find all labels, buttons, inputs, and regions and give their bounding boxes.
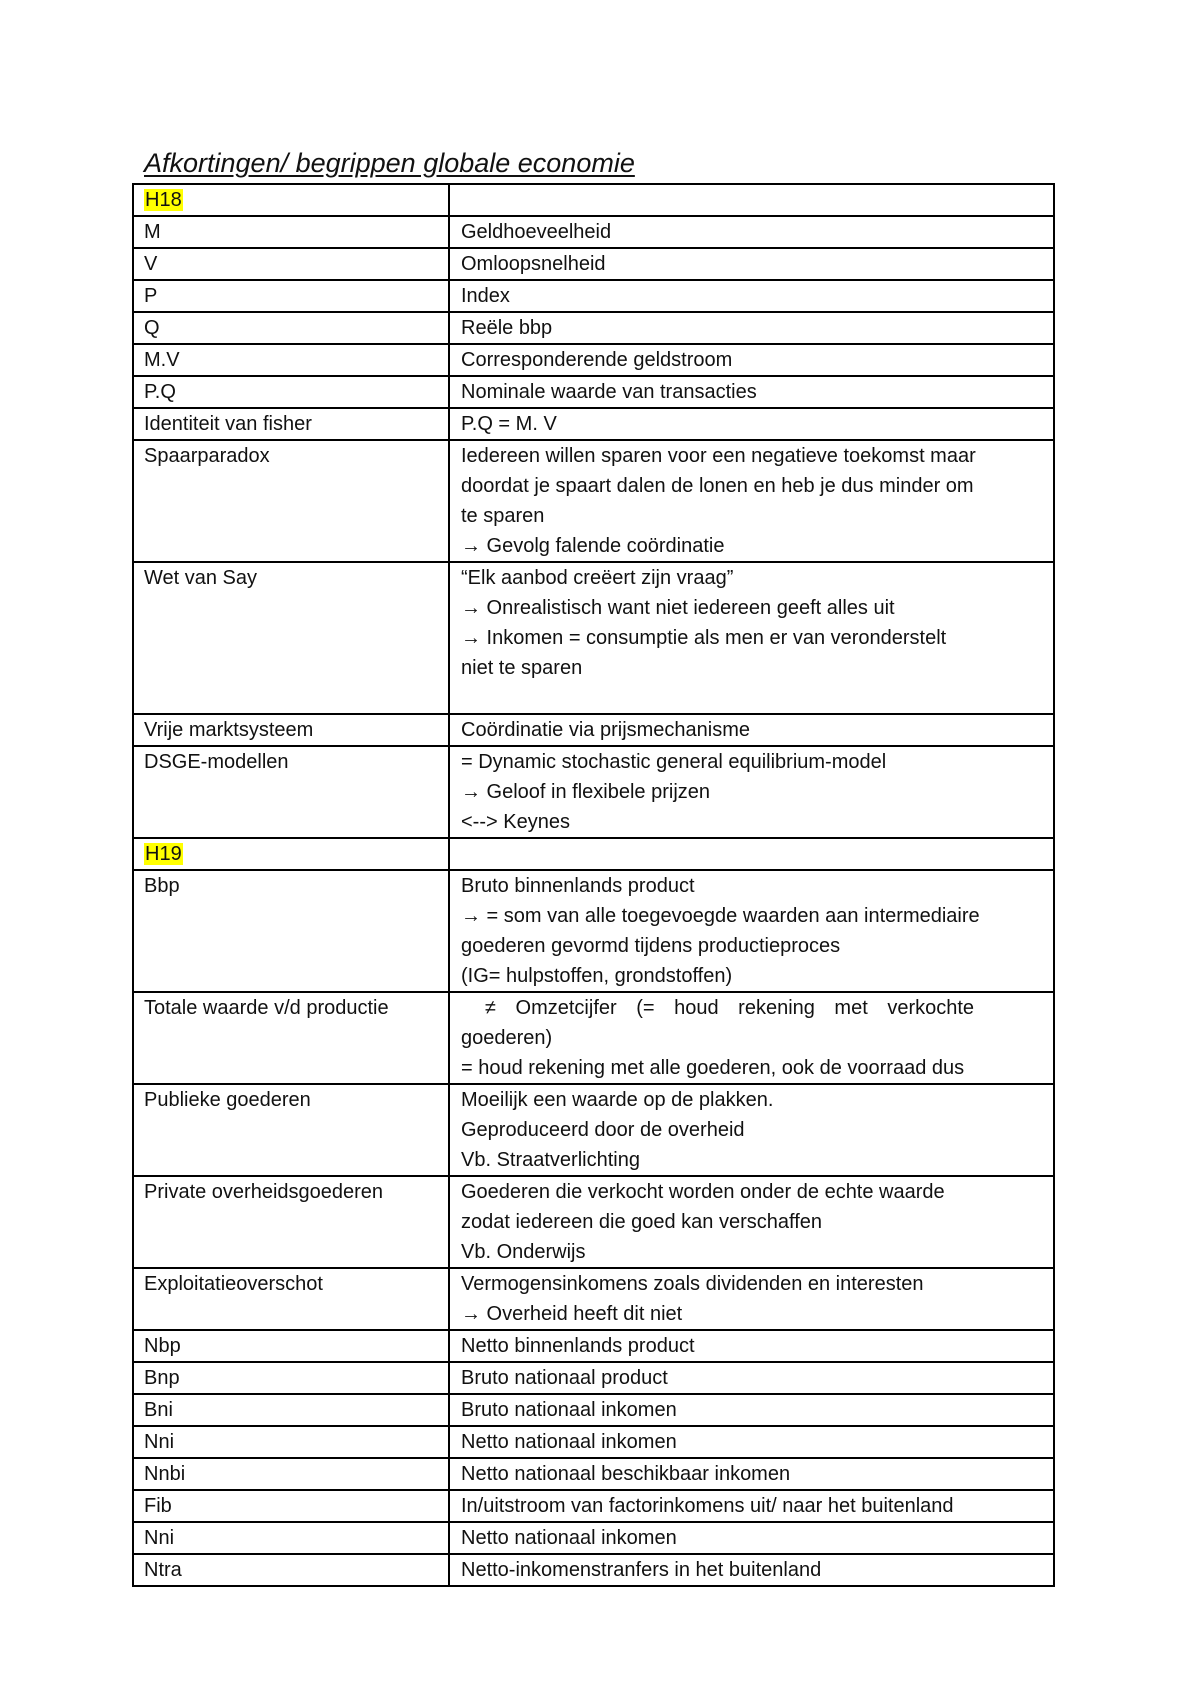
definition-cell xyxy=(449,1554,1054,1586)
definition-line: Vb. Straatverlichting xyxy=(461,1149,640,1171)
term-label: Spaarparadox xyxy=(144,445,270,467)
definition-line: Geproduceerd door de overheid xyxy=(461,1119,745,1141)
term-cell xyxy=(133,1084,449,1176)
definition-line: = Dynamic stochastic general equilibrium-model xyxy=(461,751,887,773)
term-cell xyxy=(133,280,449,312)
definition-line: Netto binnenlands product xyxy=(461,1335,695,1357)
definition-line: Omloopsnelheid xyxy=(461,253,606,275)
table-row xyxy=(133,1394,1054,1426)
term-cell xyxy=(133,216,449,248)
term-cell xyxy=(133,408,449,440)
term-cell xyxy=(133,184,449,216)
definition-line: → = som van alle toegevoegde waarden aan intermediaire xyxy=(461,905,980,927)
term-cell xyxy=(133,312,449,344)
table-row xyxy=(133,216,1054,248)
table-row xyxy=(133,1176,1054,1268)
definition-line: “Elk aanbod creëert zijn vraag” xyxy=(461,567,734,589)
definition-cell xyxy=(449,746,1054,838)
definition-cell xyxy=(449,1522,1054,1554)
definition-cell xyxy=(449,280,1054,312)
terms-table xyxy=(132,183,1055,1587)
term-cell xyxy=(133,1362,449,1394)
section-header-row xyxy=(133,838,1054,870)
definition-cell xyxy=(449,1490,1054,1522)
term-label: Bni xyxy=(144,1399,173,1421)
table-row xyxy=(133,408,1054,440)
term-cell xyxy=(133,992,449,1084)
term-label: Nbp xyxy=(144,1335,181,1357)
definition-cell xyxy=(449,408,1054,440)
definition-cell xyxy=(449,1394,1054,1426)
term-label: DSGE-modellen xyxy=(144,751,289,773)
table-row xyxy=(133,714,1054,746)
definition-line: Netto nationaal inkomen xyxy=(461,1527,677,1549)
definition-line: goederen) xyxy=(461,1027,553,1049)
terms-table-body xyxy=(133,184,1054,1586)
term-cell xyxy=(133,1268,449,1330)
highlighted-section-label: H19 xyxy=(145,843,182,865)
definition-cell xyxy=(449,344,1054,376)
definition-line: Bruto nationaal product xyxy=(461,1367,668,1389)
term-cell xyxy=(133,838,449,870)
definition-cell xyxy=(449,440,1054,562)
term-label: Fib xyxy=(144,1495,172,1517)
section-label xyxy=(144,185,438,215)
term-label: V xyxy=(144,253,158,275)
term-cell xyxy=(133,870,449,992)
definition-line: Bruto nationaal inkomen xyxy=(461,1399,677,1421)
definition-line: Netto nationaal beschikbaar inkomen xyxy=(461,1463,791,1485)
table-row xyxy=(133,992,1054,1084)
definition-line: → Onrealistisch want niet iedereen geeft alles uit xyxy=(461,597,895,619)
definition-line: → Geloof in flexibele prijzen xyxy=(461,781,711,803)
definition-line: niet te sparen xyxy=(461,657,583,679)
term-label: Ntra xyxy=(144,1559,182,1581)
definition-cell xyxy=(449,1176,1054,1268)
table-row xyxy=(133,312,1054,344)
definition-cell xyxy=(449,1268,1054,1330)
definition-line: Bruto binnenlands product xyxy=(461,875,695,897)
definition-line: <--> Keynes xyxy=(461,811,570,833)
definition-line: Geldhoeveelheid xyxy=(461,221,612,243)
section-header-row xyxy=(133,184,1054,216)
definition-line: → Overheid heeft dit niet xyxy=(461,1303,683,1325)
definition-cell xyxy=(449,870,1054,992)
definition-cell xyxy=(449,1084,1054,1176)
term-cell xyxy=(133,1394,449,1426)
definition-cell xyxy=(449,838,1054,870)
definition-line: Reële bbp xyxy=(461,317,553,339)
definition-line: Index xyxy=(461,285,510,307)
term-cell xyxy=(133,376,449,408)
table-row xyxy=(133,1554,1054,1586)
term-label: Bnp xyxy=(144,1367,180,1389)
definition-line: Netto-inkomenstranfers in het buitenland xyxy=(461,1559,822,1581)
term-cell xyxy=(133,440,449,562)
definition-line: Corresponderende geldstroom xyxy=(461,349,733,371)
table-row xyxy=(133,1426,1054,1458)
definition-line: (IG= hulpstoffen, grondstoffen) xyxy=(461,965,733,987)
table-row xyxy=(133,1268,1054,1330)
term-cell xyxy=(133,1176,449,1268)
definition-cell xyxy=(449,376,1054,408)
definition-cell xyxy=(449,184,1054,216)
table-row xyxy=(133,1084,1054,1176)
term-cell xyxy=(133,1426,449,1458)
highlighted-section-label: H18 xyxy=(145,189,182,211)
definition-line: In/uitstroom van factorinkomens uit/ naar het buitenland xyxy=(461,1495,954,1517)
term-cell xyxy=(133,1554,449,1586)
term-label: Totale waarde v/d productie xyxy=(144,997,389,1019)
term-cell xyxy=(133,248,449,280)
definition-line xyxy=(461,683,1045,713)
definition-line: Netto nationaal inkomen xyxy=(461,1431,677,1453)
table-row xyxy=(133,280,1054,312)
definition-line: Iedereen willen sparen voor een negatieve toekomst maar xyxy=(461,445,976,467)
definition-cell xyxy=(449,992,1054,1084)
term-label: Publieke goederen xyxy=(144,1089,311,1111)
term-label: Exploitatieoverschot xyxy=(144,1273,323,1295)
definition-line: → Inkomen = consumptie als men er van veronderstelt xyxy=(461,627,947,649)
term-cell xyxy=(133,1330,449,1362)
definition-line: P.Q = M. V xyxy=(461,413,557,435)
section-label xyxy=(144,839,438,869)
definition-cell xyxy=(449,1330,1054,1362)
definition-cell xyxy=(449,312,1054,344)
definition-cell xyxy=(449,216,1054,248)
term-label: Nni xyxy=(144,1431,175,1453)
table-row xyxy=(133,440,1054,562)
definition-cell xyxy=(449,1362,1054,1394)
term-cell xyxy=(133,746,449,838)
table-row xyxy=(133,1362,1054,1394)
definition-cell xyxy=(449,248,1054,280)
table-row xyxy=(133,1330,1054,1362)
term-cell xyxy=(133,562,449,714)
definition-line: → Gevolg falende coördinatie xyxy=(461,535,725,557)
definition-line xyxy=(461,839,1045,869)
definition-line: Vermogensinkomens zoals dividenden en interesten xyxy=(461,1273,924,1295)
definition-line: zodat iedereen die goed kan verschaffen xyxy=(461,1211,823,1233)
term-label: Q xyxy=(144,317,160,339)
definition-line xyxy=(461,185,1045,215)
table-row xyxy=(133,562,1054,714)
term-label: Vrije marktsysteem xyxy=(144,719,314,741)
term-label: Nni xyxy=(144,1527,175,1549)
term-label: Nnbi xyxy=(144,1463,186,1485)
definition-cell xyxy=(449,1426,1054,1458)
table-row xyxy=(133,344,1054,376)
term-label: Wet van Say xyxy=(144,567,258,589)
definition-cell xyxy=(449,562,1054,714)
definition-line: Coördinatie via prijsmechanisme xyxy=(461,719,751,741)
table-row xyxy=(133,1490,1054,1522)
term-label: M xyxy=(144,221,161,243)
term-label: Private overheidsgoederen xyxy=(144,1181,384,1203)
definition-cell xyxy=(449,1458,1054,1490)
term-cell xyxy=(133,714,449,746)
term-label: Bbp xyxy=(144,875,180,897)
term-cell xyxy=(133,1490,449,1522)
term-label: Identiteit van fisher xyxy=(144,413,312,435)
page-title: Afkortingen/ begrippen globale economie xyxy=(144,148,635,178)
term-cell xyxy=(133,344,449,376)
table-row xyxy=(133,1458,1054,1490)
term-cell xyxy=(133,1458,449,1490)
definition-line: Vb. Onderwijs xyxy=(461,1241,586,1263)
definition-line: te sparen xyxy=(461,505,545,527)
table-row xyxy=(133,870,1054,992)
table-row xyxy=(133,1522,1054,1554)
term-label: M.V xyxy=(144,349,180,371)
table-row xyxy=(133,248,1054,280)
definition-line: goederen gevormd tijdens productieproces xyxy=(461,935,841,957)
table-row xyxy=(133,746,1054,838)
term-cell xyxy=(133,1522,449,1554)
definition-line: = houd rekening met alle goederen, ook de voorraad dus xyxy=(461,1057,965,1079)
term-label: P.Q xyxy=(144,381,176,403)
definition-line: Goederen die verkocht worden onder de echte waarde xyxy=(461,1181,945,1203)
definition-line: Moeilijk een waarde op de plakken. xyxy=(461,1089,774,1111)
term-label: P xyxy=(144,285,158,307)
definition-cell xyxy=(449,714,1054,746)
table-row xyxy=(133,376,1054,408)
definition-line: ≠ Omzetcijfer (= houd rekening met verkochte xyxy=(485,997,975,1019)
definition-line: doordat je spaart dalen de lonen en heb je dus minder om xyxy=(461,475,974,497)
definition-line: Nominale waarde van transacties xyxy=(461,381,757,403)
